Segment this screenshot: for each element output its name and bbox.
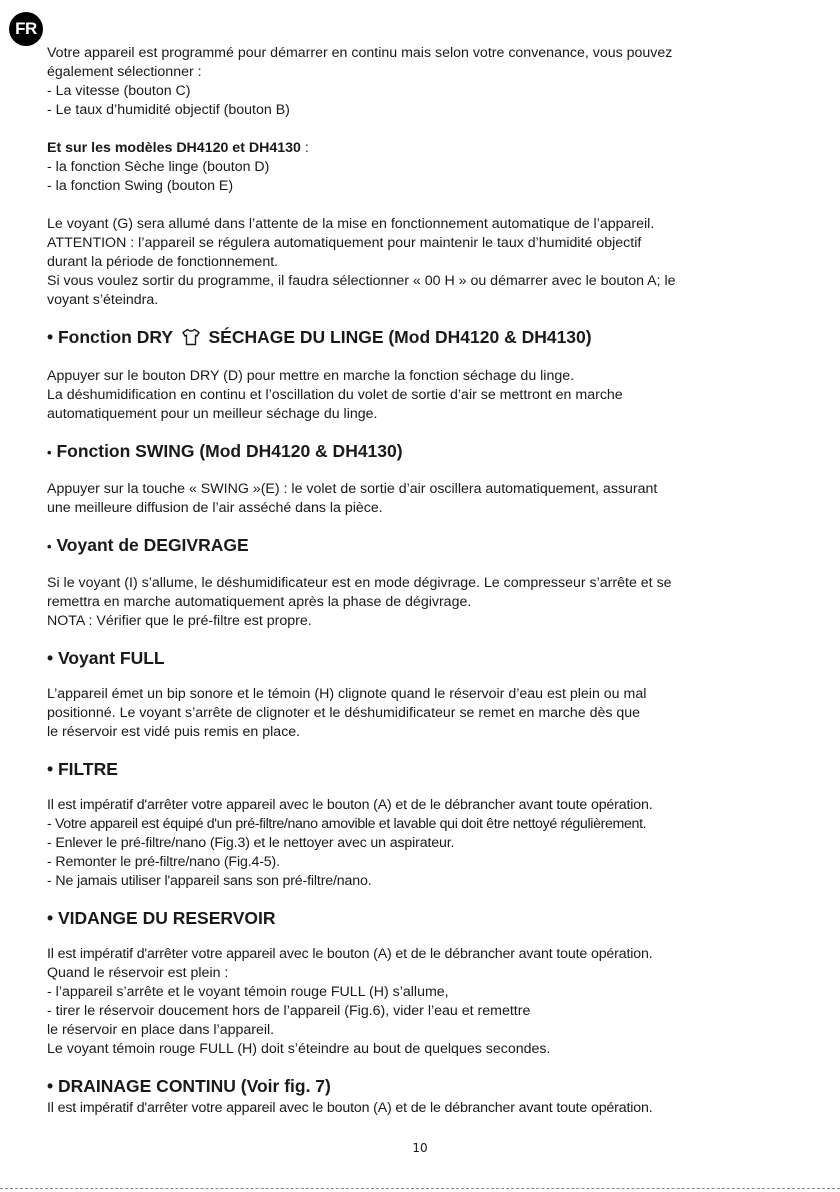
text-line: - Remonter le pré-filtre/nano (Fig.4-5).	[47, 854, 280, 870]
text-line: - Le taux d’humidité objectif (bouton B)	[47, 102, 290, 118]
text-line: Appuyer sur la touche « SWING »(E) : le volet de sortie d’air oscillera automatiquement, assurant	[47, 481, 658, 497]
text-line: Quand le réservoir est plein :	[47, 965, 229, 981]
drain-paragraph	[47, 1099, 807, 1118]
models-heading-line	[47, 139, 807, 158]
section-heading-dry	[47, 326, 807, 351]
section-heading-defrost	[47, 534, 807, 558]
dry-heading-end: SÉCHAGE DU LINGE (Mod DH4120 & DH4130)	[208, 327, 592, 347]
page-content	[47, 44, 807, 1118]
models-paragraph	[47, 139, 807, 196]
text-line: - tirer le réservoir doucement hors de l’appareil (Fig.6), vider l’eau et remettre	[47, 1003, 531, 1019]
text-line: Le voyant témoin rouge FULL (H) doit s’éteindre au bout de quelques secondes.	[47, 1041, 551, 1057]
page-number: 10	[412, 1141, 428, 1155]
swing-heading-text: Fonction SWING (Mod DH4120 & DH4130)	[56, 441, 403, 461]
text-line: NOTA : Vérifier que le pré-filtre est propre.	[47, 613, 312, 629]
text-line: - La vitesse (bouton C)	[47, 83, 191, 99]
text-line: Le voyant (G) sera allumé dans l’attente de la mise en fonctionnement automatique de l’appareil.	[47, 216, 655, 232]
section-heading-swing	[47, 440, 807, 464]
text-line: - la fonction Swing (bouton E)	[47, 178, 234, 194]
auto-paragraph	[47, 215, 807, 310]
text-line: - l’appareil s’arrête et le voyant témoin rouge FULL (H) s’allume,	[47, 984, 449, 1000]
bullet: •	[47, 445, 52, 460]
intro-paragraph	[47, 44, 807, 120]
defrost-paragraph	[47, 574, 807, 631]
text-line: automatiquement pour un meilleur séchage du linge.	[47, 406, 378, 422]
text-line: le réservoir est vidé puis remis en place.	[47, 724, 301, 740]
section-heading-full: • Voyant FULL	[47, 648, 165, 668]
full-paragraph	[47, 685, 807, 742]
footer-rule	[0, 1188, 840, 1189]
text-line: également sélectionner :	[47, 64, 202, 80]
text-line: Votre appareil est programmé pour démarrer en continu mais selon votre convenance, vous pouvez	[47, 45, 673, 61]
language-badge: FR	[9, 12, 43, 46]
dry-paragraph	[47, 367, 807, 424]
text-line: Si le voyant (I) s’allume, le déshumidificateur est en mode dégivrage. Le compresseur s’arrête et se	[47, 575, 672, 591]
shirt-icon	[181, 328, 201, 351]
text-line: - Ne jamais utiliser l'appareil sans son pré-filtre/nano.	[47, 873, 372, 889]
text-line: - la fonction Sèche linge (bouton D)	[47, 159, 270, 175]
text-line: La déshumidification en continu et l’oscillation du volet de sortie d’air se mettront en marche	[47, 387, 623, 403]
text-line: Il est impératif d'arrêter votre appareil avec le bouton (A) et de le débrancher avant toute opération.	[47, 1100, 653, 1116]
models-heading-suffix: :	[300, 140, 309, 156]
section-heading-tank: • VIDANGE DU RESERVOIR	[47, 908, 276, 928]
text-line: Appuyer sur le bouton DRY (D) pour mettre en marche la fonction séchage du linge.	[47, 368, 575, 384]
models-heading: Et sur les modèles DH4120 et DH4130	[47, 140, 301, 156]
text-line: L’appareil émet un bip sonore et le témoin (H) clignote quand le réservoir d’eau est plein ou mal	[47, 686, 647, 702]
text-line: - Votre appareil est équipé d'un pré-filtre/nano amovible et lavable qui doit être nettoyé régulièrement.	[47, 816, 647, 832]
text-line: durant la période de fonctionnement.	[47, 254, 279, 270]
text-line: remettra en marche automatiquement après la phase de dégivrage.	[47, 594, 472, 610]
defrost-heading-text: Voyant de DEGIVRAGE	[56, 535, 249, 555]
text-line: - Enlever le pré-filtre/nano (Fig.3) et le nettoyer avec un aspirateur.	[47, 835, 455, 851]
text-line: le réservoir en place dans l’appareil.	[47, 1022, 275, 1038]
text-line: positionné. Le voyant s’arrête de clignoter et le déshumidificateur se remet en marche dès que	[47, 705, 641, 721]
text-line: une meilleure diffusion de l’air asséché dans la pièce.	[47, 500, 383, 516]
text-line: ATTENTION : l’appareil se régulera automatiquement pour maintenir le taux d’humidité objectif	[47, 235, 642, 251]
section-heading-drain: • DRAINAGE CONTINU (Voir fig. 7)	[47, 1076, 331, 1096]
text-line: Il est impératif d'arrêter votre appareil avec le bouton (A) et de le débrancher avant toute opération.	[47, 946, 653, 962]
text-line: Si vous voulez sortir du programme, il faudra sélectionner « 00 H » ou démarrer avec le bouton A; le	[47, 273, 676, 289]
dry-heading-start: • Fonction DRY	[47, 327, 173, 347]
text-line: voyant s’éteindra.	[47, 292, 159, 308]
section-heading-filter: • FILTRE	[47, 759, 118, 779]
tank-paragraph	[47, 945, 807, 1059]
text-line: Il est impératif d'arrêter votre appareil avec le bouton (A) et de le débrancher avant toute opération.	[47, 797, 653, 813]
bullet: •	[47, 539, 52, 554]
swing-paragraph	[47, 480, 807, 518]
filter-paragraph	[47, 796, 807, 891]
